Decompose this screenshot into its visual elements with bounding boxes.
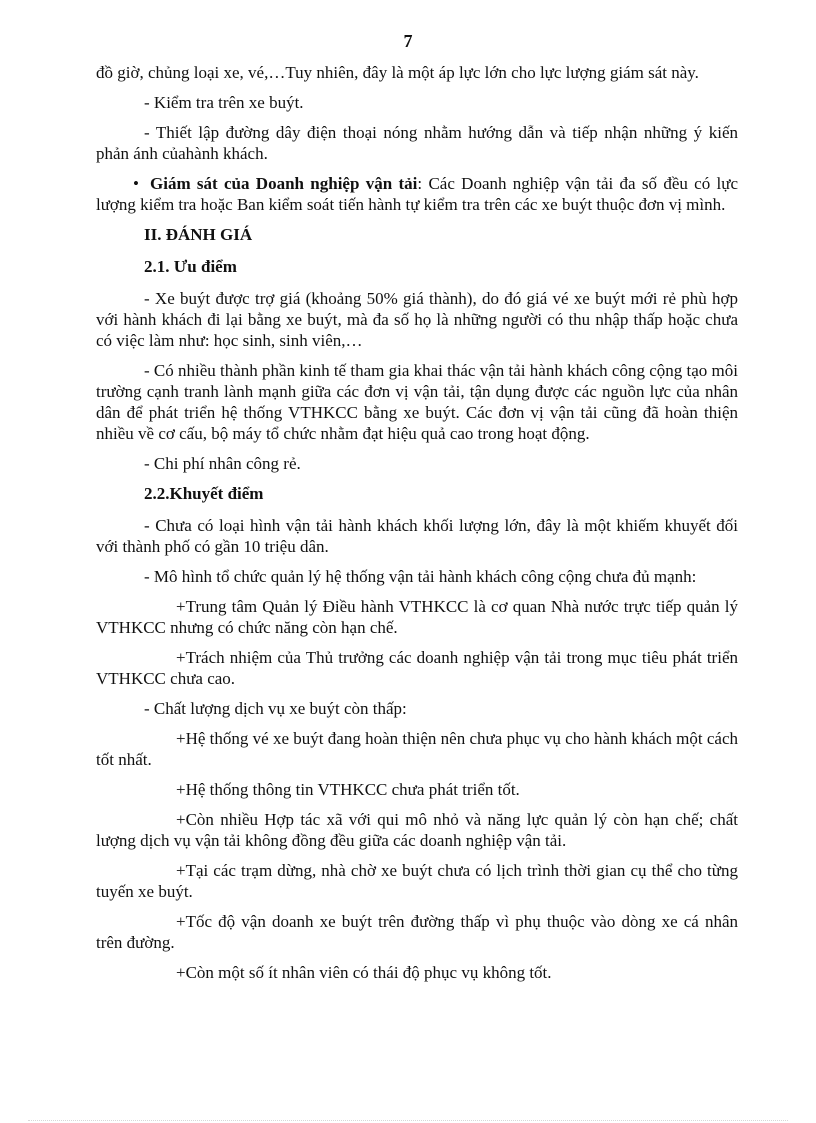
paragraph-hotline: - Thiết lập đường dây điện thoại nóng nhằm hướng dẫn và tiếp nhận những ý kiến phản ánh củahành khách.: [96, 123, 738, 163]
paragraph-continuation: đồ giờ, chủng loại xe, vé,…Tuy nhiên, đây là một áp lực lớn cho lực lượng giám sát này.: [96, 63, 699, 82]
advantage-item: - Xe buýt được trợ giá (khoảng 50% giá thành), do đó giá vé xe buýt mới rẻ phù hợp với hành khách đi lại bằng xe buýt, mà đa số họ là những người có thu nhập thấp hoặc chưa có việc làm như: học sinh, sinh viên,…: [96, 289, 738, 350]
bullet-icon: •: [133, 174, 139, 193]
subsection-title-advantages: 2.1. Ưu điểm: [144, 257, 237, 276]
page-number: 7: [403, 31, 413, 51]
advantage-item: - Có nhiều thành phần kinh tế tham gia khai thác vận tải hành khách công cộng tạo môi trường cạnh tranh lành mạnh giữa các đơn vị vận tải, tận dụng được các nguồn lực của nhân dân để phát triển hệ thống VTHKCC bằng xe buýt. Các đơn vị vận tải cũng đã hoàn thiện nhiều về cơ cấu, bộ máy tổ chức nhằm đạt hiệu quả cao trong hoạt động.: [96, 361, 738, 443]
disadvantage-subitem: +Hệ thống vé xe buýt đang hoàn thiện nên chưa phục vụ cho hành khách một cách tốt nhất.: [96, 729, 738, 769]
disadvantage-subitem: +Còn một số ít nhân viên có thái độ phục vụ không tốt.: [176, 963, 552, 982]
document-body: [96, 62, 738, 992]
disadvantage-subitem: +Tại các trạm dừng, nhà chờ xe buýt chưa có lịch trình thời gian cụ thể cho từng tuyến xe buýt.: [96, 861, 738, 901]
disadvantage-item: - Chất lượng dịch vụ xe buýt còn thấp:: [144, 699, 407, 718]
disadvantage-subitem: +Trung tâm Quản lý Điều hành VTHKCC là cơ quan Nhà nước trực tiếp quản lý VTHKCC nhưng có chức năng còn hạn chế.: [96, 597, 738, 637]
advantage-item: - Chi phí nhân công rẻ.: [144, 454, 301, 473]
bullet-paragraph: [96, 173, 738, 215]
paragraph-inspection: - Kiểm tra trên xe buýt.: [144, 93, 304, 112]
bullet-text: : Các Doanh nghiệp vận tải đa số đều có lực lượng kiểm tra hoặc Ban kiểm soát tiến hành tự kiểm tra trên các xe buýt thuộc đơn vị mình.: [96, 174, 739, 214]
page-bottom-divider: [28, 1120, 788, 1121]
section-title: II. ĐÁNH GIÁ: [144, 225, 253, 244]
disadvantage-subitem: +Tốc độ vận doanh xe buýt trên đường thấp vì phụ thuộc vào dòng xe cá nhân trên đường.: [96, 912, 738, 952]
subsection-title-disadvantages: 2.2.Khuyết điểm: [144, 484, 264, 503]
bullet-label: Giám sát của Doanh nghiệp vận tải: [150, 174, 418, 193]
disadvantage-subitem: +Hệ thống thông tin VTHKCC chưa phát triển tốt.: [176, 780, 520, 799]
disadvantage-item: - Chưa có loại hình vận tải hành khách khối lượng lớn, đây là một khiếm khuyết đối với thành phố có gần 10 triệu dân.: [96, 516, 738, 556]
disadvantage-subitem: +Còn nhiều Hợp tác xã với qui mô nhỏ và năng lực quản lý còn hạn chế; chất lượng dịch vụ vận tải không đồng đều giữa các doanh nghiệp vận tải.: [96, 810, 738, 850]
disadvantage-item: - Mô hình tổ chức quản lý hệ thống vận tải hành khách công cộng chưa đủ mạnh:: [144, 567, 697, 586]
disadvantage-subitem: +Trách nhiệm của Thủ trưởng các doanh nghiệp vận tải trong mục tiêu phát triển VTHKCC chưa cao.: [96, 648, 738, 688]
